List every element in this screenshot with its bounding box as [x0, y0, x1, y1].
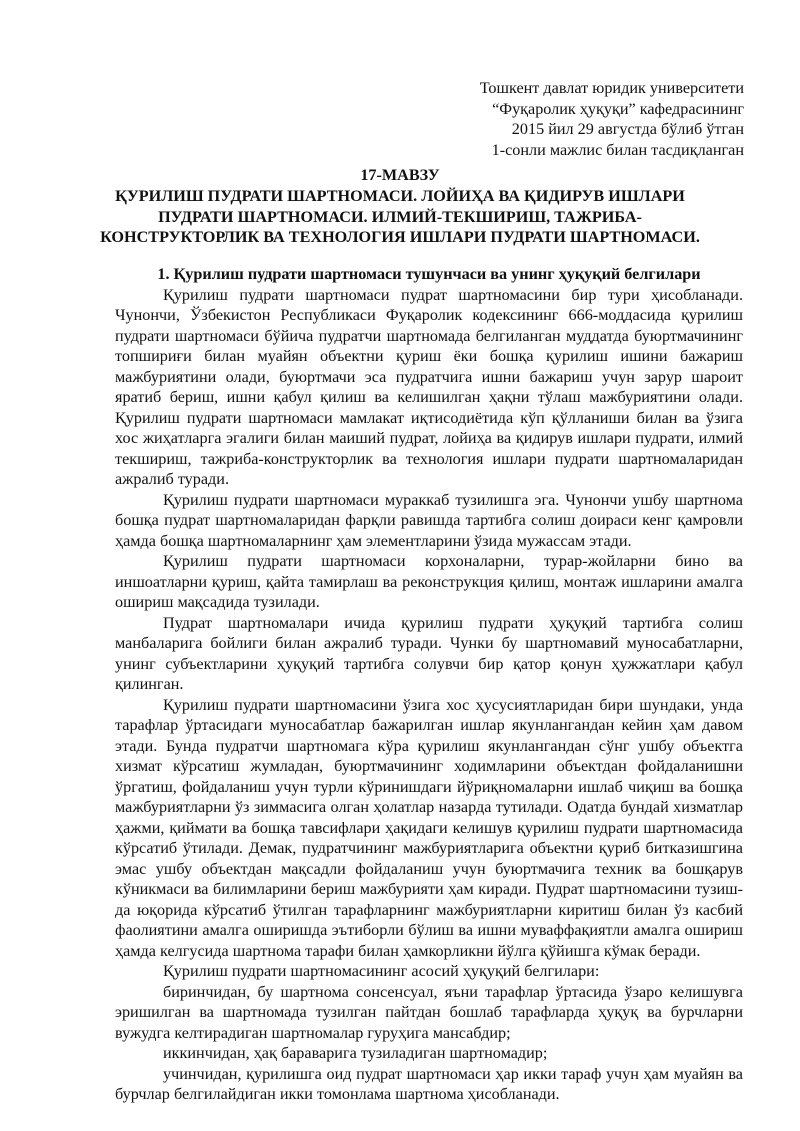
paragraph: Қурилиш пудрати шартномасининг асосий ҳуқуқий белгилари:	[163, 962, 600, 980]
topic-title-line: ҚУРИЛИШ ПУДРАТИ ШАРТНОМАСИ. ЛОЙИҲА ВА ҚИДИРУВ ИШЛАРИ	[115, 187, 685, 205]
section-heading: 1. Қурилиш пудрати шартномаси тушунчаси ва унинг ҳуқуқий белгилари	[157, 265, 701, 283]
paragraph: Қурилиш пудрати шартномаси корхоналарни, турар-жойларни бино ва иншоатларни қуриш, қайта тамирлаш ва реконструкция қилиш, монтаж ишларини амалга ошириш мақсадида тузилади.	[115, 552, 743, 611]
approval-line: 1-сонли мажлис билан тасдиқланган	[491, 140, 744, 159]
list-paragraph: иккинчидан, ҳақ бараварига тузиладиган шартномадир;	[163, 1044, 548, 1062]
approval-stamp-block	[480, 78, 744, 160]
approval-line: Тошкент давлат юридик университети	[479, 79, 744, 97]
approval-line: 2015 йил 29 августда бўлиб ўтган	[511, 120, 744, 138]
paragraph: Қурилиш пудрати шартномаси мураккаб тузилишга эга. Чунончи ушбу шартнома бошқа пудрат шартномаларидан фарқли равишда тартибга солиш доираси кенг қамровли ҳамда бошқа шартномаларнинг ҳам элементларини ўзида мужассам этади.	[115, 490, 743, 550]
document-body	[115, 264, 743, 1105]
topic-title-line: ПУДРАТИ ШАРТНОМАСИ. ИЛМИЙ-ТЕКШИРИШ, ТАЖРИБА-	[158, 207, 642, 226]
paragraph: Қурилиш пудрати шартномаси пудрат шартномасини бир тури ҳисобланади. Чунончи, Ўзбекистон Республикаси Фуқаролик кодексининг 666-моддасида қурилиш пудрати шартномаси бўйича пудратчи шартномада белгиланган муддатда буюртмачининг топшириғи билан муайян объектни қуриш ёки бошқа қурилиш ишини бажариш мажбуриятини олади, буюртмачи эса пудратчига ишни бажариш учун зарур шароит яратиб бериш, ишни қабул қилиш ва келишилган ҳақни тўлаш мажбуриятини олади. Қурилиш пудрати шартномаси мамлакат иқтисодиётида кўп қўлланиши билан ва ўзига хос жиҳатларга эгалиги билан маиший пудрат, лойиҳа ва қидирув ишлари пудрати, илмий текшириш, тажриба-конструкторлик ва технология ишлари пудрати шартномаларидан ажралиб туради.	[115, 285, 743, 488]
approval-line: “Фуқаролик ҳуқуқи” кафедрасининг	[492, 99, 744, 118]
topic-title	[100, 186, 700, 248]
topic-title-line: КОНСТРУКТОРЛИК ВА ТЕХНОЛОГИЯ ИШЛАРИ ПУДРАТИ ШАРТНОМАСИ.	[100, 228, 700, 246]
topic-number: 17-МАВЗУ	[360, 166, 440, 184]
paragraph: Пудрат шартномалари ичида қурилиш пудрати ҳуқуқий тартибга солиш манбаларига бойлиги билан ажралиб туради. Чунки бу шартномавий муносабатларни, унинг субъектларини ҳуқуқий тартибга солувчи бир қатор қонун ҳужжатлари қабул қилинган.	[115, 613, 743, 693]
list-paragraph: биринчидан, бу шартнома сонсенсуал, яъни тарафлар ўртасида ўзаро келишувга эришилган ва шартномада тузилган пайтдан бошлаб тарафларда ҳуқуқ ва бурчларни вужудга келтирадиган шартномалар гуруҳига мансабдир;	[115, 982, 743, 1042]
list-paragraph: учинчидан, қурилишга оид пудрат шартномаси ҳар икки тараф учун ҳам муайян ва бурчлар белгилайдиган икки томонлама шартнома ҳисобланади.	[115, 1064, 743, 1103]
paragraph: Қурилиш пудрати шартномасини ўзига хос ҳусусиятларидан бири шундаки, унда тарафлар ўртасидаги муносабатлар бажарилган ишлар якунлангандан кейин ҳам давом этади. Бунда пудратчи шартномага кўра қурилиш якунлангандан сўнг ушбу объектга хизмат кўрсатиш жумладан, буюртмачининг ходимларини объектдан фойдаланишни ўргатиш, фойдаланиш учун турли кўринишдаги йўриқномаларни ишлаб чиқиш ва бошқа мажбуриятларни ўз зиммасига олган ҳолатлар назарда тутилади. Одатда бундай хизматлар ҳажми, қиймати ва бошқа тавсифлари ҳақидаги келишув қурилиш пудрати шартномасида кўрсатиб ўтилади. Демак, пудратчининг мажбуриятларига объектни қуриб битказишгина эмас ушбу объектдан мақсадли фойдаланиш учун буюртмачига техник ва бошқарув кўникмаси ва билимларини бериш мажбурияти ҳам киради. Пудрат шартномасини тузиш-да юқорида кўрсатиб ўтилган тарафларнинг мажбуриятларни киритиш билан ўз касбий фаолиятини амалга оширишда эътиборли бўлиш ва ишни муваффақиятли амалга ошириш ҳамда келгусида шартнома тарафи билан ҳамкорликни йўлга қўйишга кўмак беради.	[115, 695, 743, 960]
